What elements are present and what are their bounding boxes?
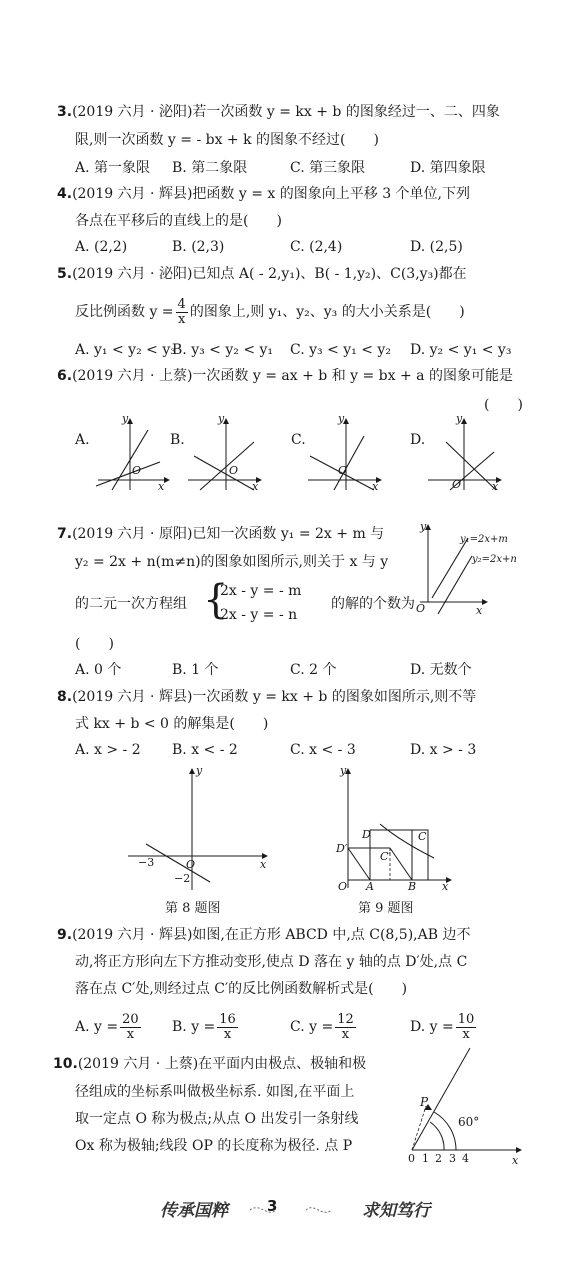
q6-graph-c[interactable] <box>304 412 384 492</box>
svg-text:C: C <box>418 830 427 843</box>
svg-text:O: O <box>416 602 426 615</box>
svg-text:y: y <box>340 764 347 777</box>
q6-label-a[interactable]: A. <box>75 432 90 448</box>
q8-tick-y: −2 <box>174 872 191 885</box>
q5-option-b[interactable]: B. y₃ < y₂ < y₁ <box>172 342 274 358</box>
footer-left-motto: 传承国粹 <box>160 1201 228 1221</box>
svg-text:y: y <box>196 764 203 777</box>
q7-option-a[interactable]: A. 0 个 <box>75 662 122 678</box>
svg-text:4: 4 <box>462 1152 469 1165</box>
q5-line1 <box>57 264 467 284</box>
q8-option-d[interactable]: D. x > - 3 <box>410 742 477 758</box>
q9-option-b[interactable]: B. y = $\frac{16}{x}$ <box>172 1011 236 1042</box>
q6-graph-d[interactable] <box>424 412 504 492</box>
q3-options <box>75 158 505 178</box>
q9-number: 9. <box>57 927 73 943</box>
svg-text:x: x <box>492 480 499 492</box>
q9-line2: 动,将正方形向左下方推动变形,使点 D 落在 y 轴的点 D′处,点 C <box>75 954 468 970</box>
q4-option-c[interactable]: C. (2,4) <box>290 239 343 255</box>
q9-options <box>75 1012 505 1042</box>
svg-text:O: O <box>186 858 196 871</box>
q10-number: 10. <box>53 1056 78 1072</box>
q4-line2: 各点在平移后的直线上的是( ) <box>75 213 282 229</box>
q6-label-c[interactable]: C. <box>291 432 306 448</box>
svg-text:D′: D′ <box>336 842 348 855</box>
footer-right-motto: 求知笃行 <box>362 1201 430 1221</box>
svg-text:x: x <box>252 480 259 492</box>
svg-text:3: 3 <box>449 1152 456 1165</box>
q7-number: 7. <box>57 526 73 542</box>
q8-number: 8. <box>57 689 73 705</box>
q4-option-b[interactable]: B. (2,3) <box>172 239 225 255</box>
q10-line2: 径组成的坐标系叫做极坐标系. 如图,在平面上 <box>75 1084 355 1100</box>
svg-text:y: y <box>420 520 427 533</box>
q7-option-d[interactable]: D. 无数个 <box>410 662 472 678</box>
q3-option-a[interactable]: A. 第一象限 <box>75 160 151 176</box>
svg-text:A: A <box>366 880 374 892</box>
svg-text:y: y <box>456 412 463 425</box>
svg-text:x: x <box>158 480 165 492</box>
q9-caption: 第 9 题图 <box>358 901 414 916</box>
svg-text:O: O <box>229 464 239 477</box>
page-footer <box>160 1196 430 1222</box>
q4-text-1: (2019 六月 · 辉县)把函数 y = x 的图象向上平移 3 个单位,下列 <box>72 186 471 202</box>
q9-figure <box>330 762 460 892</box>
q5-number: 5. <box>57 266 73 282</box>
q5-frac-num: 4 <box>177 296 186 312</box>
svg-text:y: y <box>338 412 345 425</box>
q7-eq1: 2x - y = - m <box>220 583 302 599</box>
q5-option-c[interactable]: C. y₃ < y₁ < y₂ <box>290 342 391 358</box>
q7-figure <box>410 518 530 618</box>
q6-text-1: (2019 六月 · 上蔡)一次函数 y = ax + b 和 y = bx + a 的图象可能是 <box>72 368 513 384</box>
q6-label-d[interactable]: D. <box>410 432 426 448</box>
q3-text-1: (2019 六月 · 泌阳)若一次函数 y = kx + b 的图象经过一、二、四象 <box>72 104 500 120</box>
q6-graph-b[interactable] <box>184 412 264 492</box>
q7-line3-post: 的解的个数为 <box>331 596 415 612</box>
svg-text:D: D <box>362 828 371 841</box>
q7-option-c[interactable]: C. 2 个 <box>290 662 337 678</box>
q3-option-b[interactable]: B. 第二象限 <box>172 160 248 176</box>
q5-text-1: (2019 六月 · 泌阳)已知点 A( - 2,y₁)、B( - 1,y₂)、C(3,y₃)都在 <box>72 266 467 282</box>
q7-line3-pre: 的二元一次方程组 <box>75 596 187 612</box>
q8-line1 <box>57 687 476 707</box>
q4-options <box>75 237 505 257</box>
q8-option-b[interactable]: B. x < - 2 <box>172 742 238 758</box>
q8-option-a[interactable]: A. x > - 2 <box>75 742 141 758</box>
svg-text:1: 1 <box>422 1152 429 1165</box>
svg-text:x: x <box>260 858 267 871</box>
q8-caption: 第 8 题图 <box>165 901 221 916</box>
q3-option-d[interactable]: D. 第四象限 <box>410 160 486 176</box>
q7-brace: { <box>203 577 229 623</box>
q9-option-a[interactable]: A. y = $\frac{20}{x}$ <box>75 1011 139 1042</box>
q8-line2: 式 kx + b < 0 的解集是( ) <box>75 716 269 732</box>
q10-angle: 60° <box>458 1115 480 1129</box>
q6-line1 <box>57 366 513 386</box>
q5-fraction <box>176 298 188 327</box>
q9-line1 <box>57 925 470 945</box>
q10-line1 <box>53 1054 366 1074</box>
q3-option-c[interactable]: C. 第三象限 <box>290 160 366 176</box>
q5-frac-den: x <box>178 311 186 327</box>
svg-text:O: O <box>338 880 348 892</box>
page-number: 3 <box>267 1197 278 1215</box>
q9-option-c[interactable]: C. y = $\frac{12}{x}$ <box>290 1011 354 1042</box>
q7-fig-label2: y₂=2x+n <box>472 554 517 565</box>
svg-text:C′: C′ <box>380 850 391 863</box>
q10-line4: Ox 称为极轴;线段 OP 的长度称为极径. 点 P <box>75 1138 353 1154</box>
q6-graph-a[interactable] <box>92 412 172 492</box>
svg-text:x: x <box>372 480 379 492</box>
q3-line2: 限,则一次函数 y = - bx + k 的图象不经过( ) <box>75 132 379 148</box>
svg-text:y: y <box>122 412 129 425</box>
q5-line2-pre: 反比例函数 y = <box>75 304 174 320</box>
svg-text:B: B <box>408 880 417 892</box>
q4-line1 <box>57 184 470 204</box>
q9-line3: 落在点 C′处,则经过点 C′的反比例函数解析式是( ) <box>75 981 408 997</box>
q6-paren: ( ) <box>484 397 523 413</box>
q4-number: 4. <box>57 186 73 202</box>
q5-option-d[interactable]: D. y₂ < y₁ < y₃ <box>410 342 512 358</box>
svg-text:2: 2 <box>435 1152 442 1165</box>
svg-text:P: P <box>420 1095 429 1109</box>
q5-line2 <box>75 297 465 327</box>
svg-text:O: O <box>452 478 462 491</box>
q9-option-d[interactable]: D. y = $\frac{10}{x}$ <box>410 1011 475 1042</box>
q7-line4: ( ) <box>75 636 114 652</box>
q8-figure <box>124 762 274 894</box>
svg-text:y: y <box>218 412 225 425</box>
q7-line2: y₂ = 2x + n(m≠n)的图象如图所示,则关于 x 与 y <box>75 554 389 570</box>
q5-option-a[interactable]: A. y₁ < y₂ < y₃ <box>75 342 176 358</box>
q8-options <box>75 740 505 760</box>
svg-text:0: 0 <box>408 1152 415 1165</box>
q6-label-b[interactable]: B. <box>170 432 185 448</box>
q10-line3: 取一定点 O 称为极点;从点 O 出发引一条射线 <box>75 1111 359 1127</box>
q10-figure <box>400 1040 530 1166</box>
svg-text:O: O <box>132 464 142 477</box>
q4-option-d[interactable]: D. (2,5) <box>410 239 463 255</box>
q4-option-a[interactable]: A. (2,2) <box>75 239 128 255</box>
footer-ornament <box>246 1198 336 1220</box>
q7-text-1: (2019 六月 · 原阳)已知一次函数 y₁ = 2x + m 与 <box>72 526 385 542</box>
svg-text:x: x <box>476 604 483 617</box>
svg-text:x: x <box>442 880 449 892</box>
q3-number: 3. <box>57 104 73 120</box>
q7-options <box>75 660 505 680</box>
svg-text:O: O <box>338 464 348 477</box>
q7-line1 <box>57 524 384 544</box>
q7-fig-label1: y₁=2x+m <box>460 534 508 545</box>
q8-option-c[interactable]: C. x < - 3 <box>290 742 356 758</box>
q10-text-1: (2019 六月 · 上蔡)在平面内由极点、极轴和极 <box>77 1056 367 1072</box>
q3-line1 <box>57 102 500 122</box>
q7-eq2: 2x - y = - n <box>220 607 298 623</box>
q7-option-b[interactable]: B. 1 个 <box>172 662 219 678</box>
q5-line2-post: 的图象上,则 y₁、y₂、y₃ 的大小关系是( ) <box>189 304 465 320</box>
q9-text-1: (2019 六月 · 辉县)如图,在正方形 ABCD 中,点 C(8,5),AB 边不 <box>72 927 471 943</box>
q8-tick-x: −3 <box>138 856 155 869</box>
svg-text:x: x <box>512 1154 519 1166</box>
q6-number: 6. <box>57 368 73 384</box>
q5-options <box>75 340 512 360</box>
q8-text-1: (2019 六月 · 辉县)一次函数 y = kx + b 的图象如图所示,则不等 <box>72 689 477 705</box>
